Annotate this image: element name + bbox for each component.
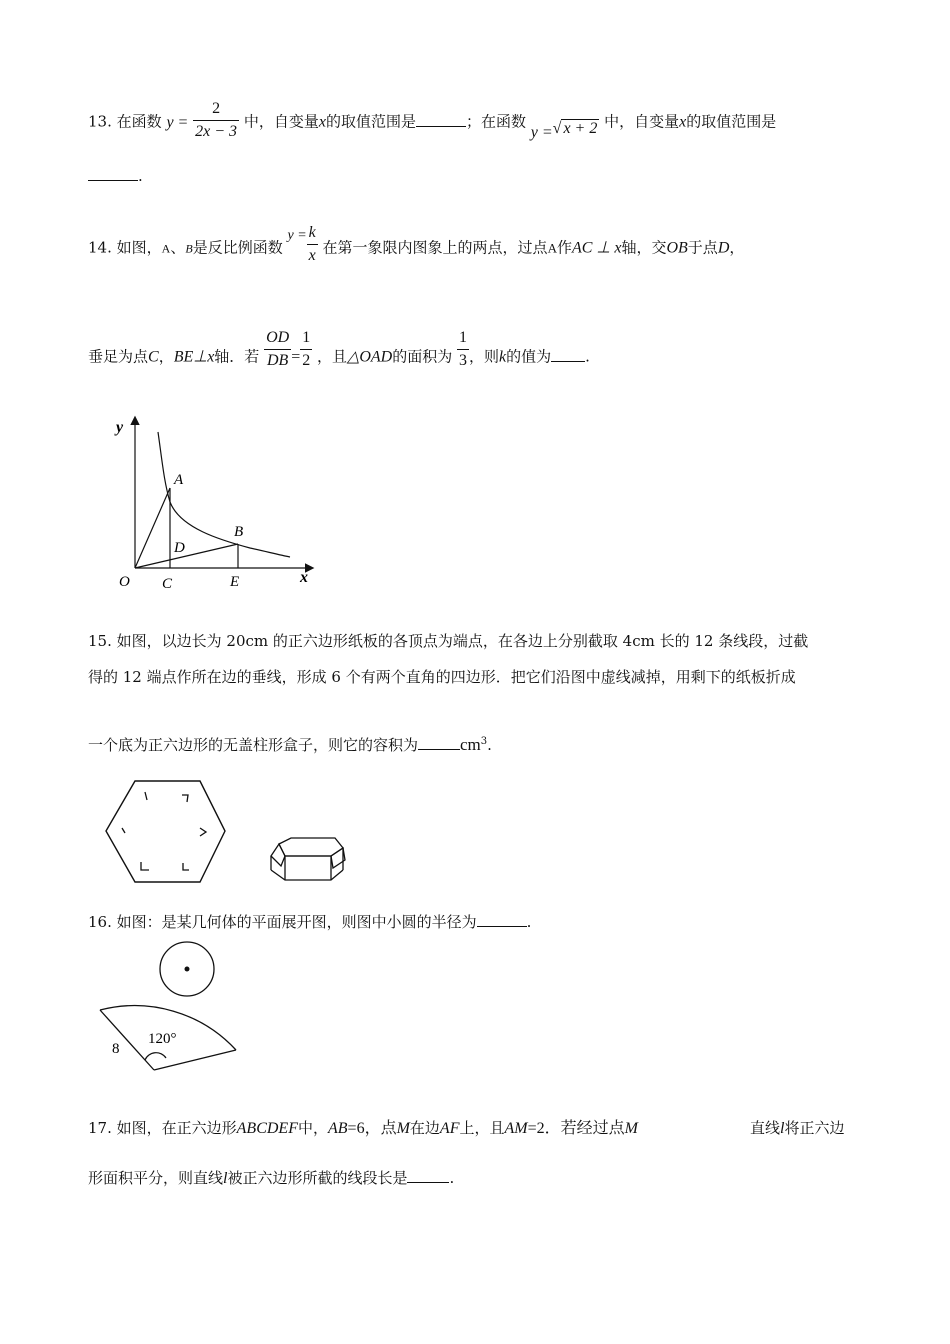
figure-15-hexagon <box>103 778 233 888</box>
q13-sqrt: √ x + 2 <box>552 119 598 137</box>
answer-blank[interactable] <box>416 112 466 127</box>
hyperbola-curve <box>158 432 290 557</box>
answer-blank[interactable] <box>551 347 585 362</box>
circle-center <box>185 967 190 972</box>
segment-ob <box>135 544 238 568</box>
label-b: B <box>234 524 244 540</box>
q15-line2: 得的 12 端点作所在边的垂线，形成 6 个有两个直角的四边形．把它们沿图中虚线减掉，用剩下的纸板折成 <box>88 668 796 686</box>
box-top <box>279 838 343 856</box>
label-o: O <box>119 574 130 590</box>
q15-line1: 15. 如图，以边长为 20cm 的正六边形纸板的各顶点为端点，在各边上分别截取 4cm 长的 12 条线段，过截 <box>88 632 809 650</box>
figure-16-cone-net <box>96 938 256 1078</box>
answer-blank[interactable] <box>418 735 460 750</box>
q13-fraction: $\frac{2}{2x - 3}$ <box>195 100 238 140</box>
q14-line1: 14. 如图，A、B是反比例函数 y = $\frac{k}{x}$ 在第一象限内图象上的两点，过点A作AC ⊥ x轴，交OB于点D， <box>88 224 745 264</box>
q17-line1-tail: 直线l将正六边 <box>750 1119 845 1137</box>
label-angle-120: 120° <box>148 1031 177 1047</box>
label-x: x <box>300 569 308 586</box>
figure-15-box <box>267 836 357 896</box>
segment-oa <box>135 488 170 568</box>
answer-blank[interactable] <box>88 166 138 181</box>
angle-mark <box>145 1053 166 1060</box>
label-side-8: 8 <box>112 1041 120 1057</box>
label-e: E <box>230 574 240 590</box>
q14-line2: 垂足为点C，BE⊥x轴．若 $\frac{OD}{DB}$ = $\frac{1}{2}$ ，且△OAD的面积为 $\frac{1}{3}$ ，则k的值为 . <box>88 329 590 369</box>
q13-number: 13. <box>88 112 112 131</box>
sector-side-right <box>154 1050 236 1070</box>
figure-14-graph <box>100 410 330 610</box>
sector-side-left <box>100 1010 154 1070</box>
cut-marks <box>122 792 206 870</box>
q15-line3: 一个底为正六边形的无盖柱形盒子，则它的容积为 $cm^3$. <box>88 735 492 754</box>
q13-line2: . <box>88 166 143 186</box>
label-a: A <box>174 472 184 488</box>
q17-line2: 形面积平分，则直线l被正六边形所截的线段长是 . <box>88 1169 455 1187</box>
label-d: D <box>174 540 185 556</box>
label-c: C <box>162 576 173 592</box>
answer-blank[interactable] <box>477 912 527 927</box>
label-y: y <box>116 419 124 436</box>
q16-line1: 16. 如图：是某几何体的平面展开图，则图中小圆的半径为 . <box>88 913 532 931</box>
answer-blank[interactable] <box>407 1168 449 1183</box>
q17-line1: 17. 如图，在正六边形ABCDEF中，AB=6，点M在边AF上，且AM=2．若经过点M <box>88 1119 638 1137</box>
q13-line1: 13. 在函数 y = $\frac{2}{2x - 3}$ 中，自变量x的取值范围是 ；在函数 y =√ x + 2 中，自变量x的取值范围是 <box>88 100 776 145</box>
